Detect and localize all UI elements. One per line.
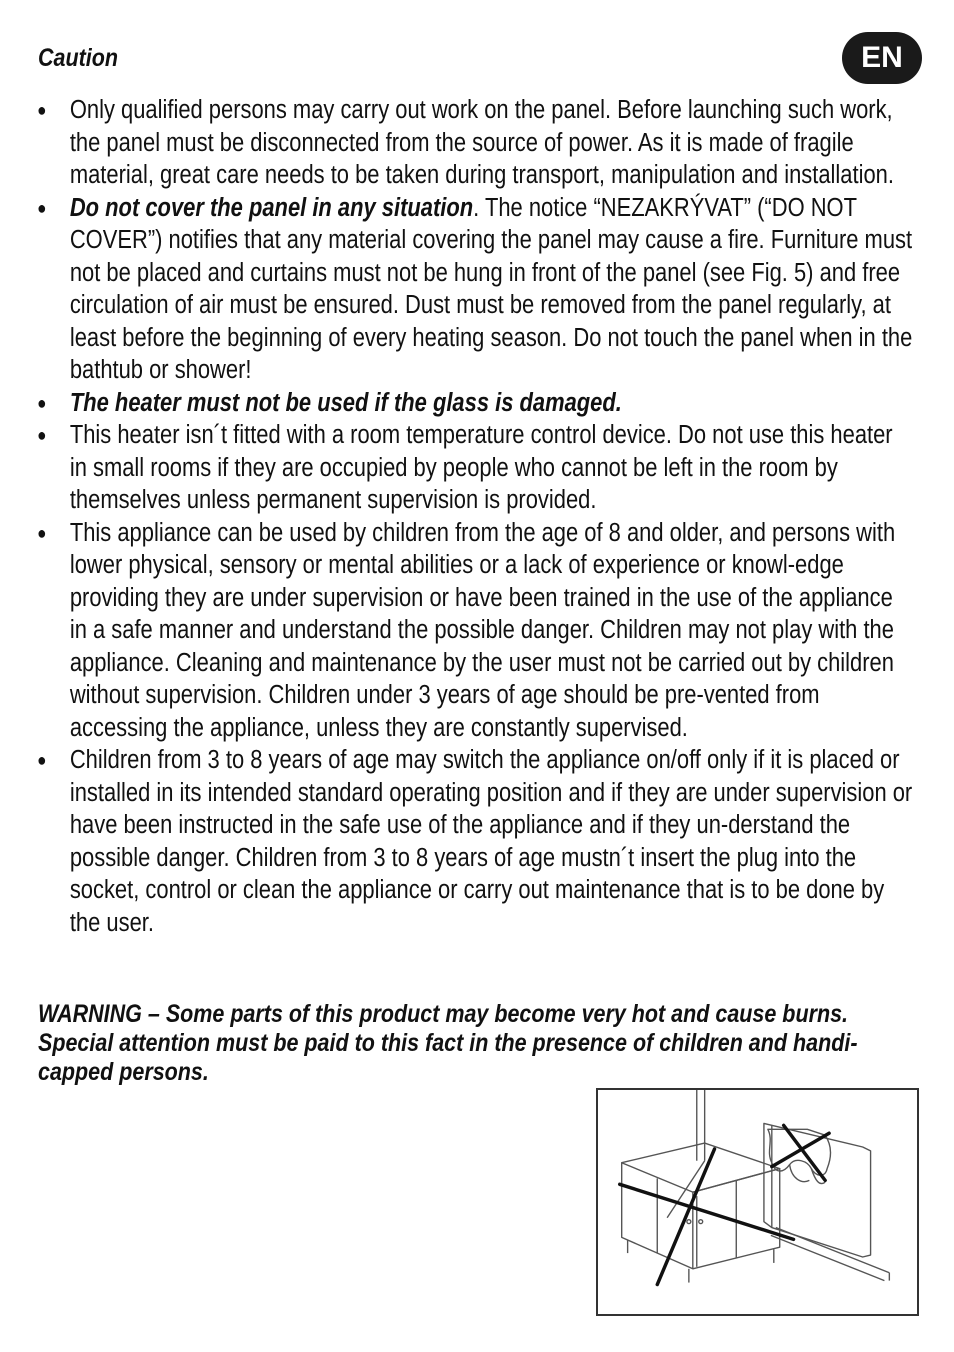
caution-list — [32, 94, 913, 939]
list-item — [32, 192, 913, 387]
bullet-dot-icon: ● — [37, 197, 47, 218]
bullet-text: This appliance can be used by children from the age of 8 and older, and persons with lower physical, sensory or mental abilities or a lack of experience or knowl-edge providing they are under supervision or have been trained in the use of the appliance in a safe manner and understand the possible danger. Children may not play with the appliance. Cleaning and maintenance by the user must not be carried out by children without supervision. Children under 3 years of age should be pre-vented from accessing the appliance, unless they are constantly supervised. — [69, 518, 896, 742]
list-item — [32, 517, 913, 745]
bullet-emphasis: The heater must not be used if the glass is damaged. — [69, 388, 622, 417]
bullet-dot-icon: ● — [37, 100, 47, 120]
language-badge — [842, 32, 922, 84]
do-not-cover-illustration — [596, 1088, 919, 1316]
bullet-dot-icon: ● — [37, 392, 47, 413]
page-heading: Caution — [38, 44, 119, 72]
language-badge-label: EN — [861, 41, 903, 74]
list-item — [32, 387, 913, 420]
bullet-text: This heater isn´t fitted with a room temperature control device. Do not use this heater in small rooms if they are occupied by people who cannot be left in the room by themselves unless permanent supervision is provided. — [69, 421, 893, 514]
bullet-dot-icon: ● — [37, 522, 47, 543]
bullet-emphasis: Do not cover the panel in any situation — [69, 193, 474, 222]
bullet-text: . The notice “NEZAKRÝVAT” (“DO NOT COVER”) notifies that any material covering the panel may cause a fire. Furniture must not be placed and curtains must not be hung in front of the panel (see Fig. 5) and free circulation of air must be ensured. Dust must be removed from the panel regularly, at least before the beginning of every heating season. Do not touch the panel when in the bathtub or shower! — [69, 193, 913, 384]
bullet-text: Children from 3 to 8 years of age may switch the appliance on/off only if it is placed or installed in its intended standard operating position and if they are under supervision or have been instructed in the safe use of the appliance and if they un-derstand the possible danger. Children from 3 to 8 years of age mustn´t insert the plug into the socket, control or clean the appliance or carry out maintenance that is to be done by the user. — [69, 746, 913, 937]
list-item — [32, 419, 913, 517]
list-item — [32, 744, 913, 939]
illustration-drawing — [598, 1090, 917, 1314]
bullet-dot-icon: ● — [37, 425, 47, 445]
warning-text: WARNING – Some parts of this product may become very hot and cause burns. Special attention must be paid to this fact in the presence of children and handi-capped persons. — [38, 1000, 858, 1086]
list-item — [32, 94, 913, 192]
bullet-text: Only qualified persons may carry out work on the panel. Before launching such work, the panel must be disconnected from the source of power. As it is made of fragile material, great care needs to be taken during transport, manipulation and installation. — [69, 96, 894, 189]
bullet-dot-icon: ● — [37, 750, 47, 770]
